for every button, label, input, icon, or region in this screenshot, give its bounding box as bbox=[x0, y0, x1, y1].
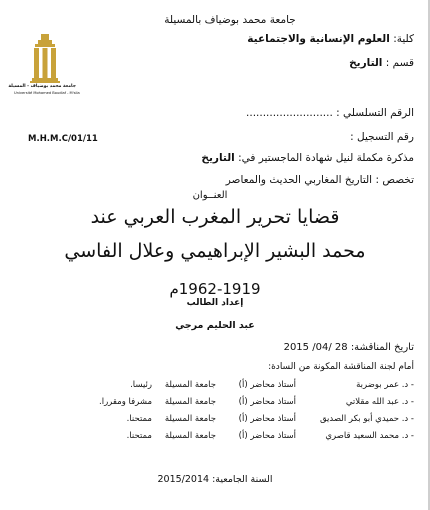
defense-date-value: 28 /04/ 2015 bbox=[283, 342, 348, 353]
academic-year-value: 2015/2014 bbox=[157, 474, 210, 485]
memo-prefix: مذكرة مكملة لنيل شهادة الماجستير في: bbox=[238, 152, 414, 164]
registration-label: رقم التسجيل : bbox=[350, 131, 414, 143]
member-role: مشرفا ومقررا. bbox=[99, 397, 152, 407]
member-name: - د. عبد الله مقلاتي bbox=[345, 397, 414, 407]
specialty-line bbox=[226, 174, 414, 186]
department-value: التاريخ bbox=[349, 57, 383, 69]
specialty-value: التاريخ المغاربي الحديث والمعاصر bbox=[225, 174, 373, 186]
academic-year-line bbox=[120, 474, 310, 485]
logo-caption-en: Université Mohamed Boudiaf - M'sila bbox=[14, 91, 80, 95]
member-name: - د. حميدي أبو بكر الصديق bbox=[319, 414, 414, 424]
committee-row bbox=[14, 397, 414, 411]
university-name: جامعة محمد بوضياف بالمسيلة bbox=[164, 14, 296, 26]
department-label: قسم : bbox=[385, 57, 414, 69]
member-university: جامعة المسيلة bbox=[164, 380, 216, 390]
memo-field: التاريخ bbox=[201, 152, 235, 164]
member-rank: أستاذ محاضر (أ) bbox=[238, 431, 296, 441]
specialty-label: تخصص : bbox=[375, 174, 414, 186]
university-logo bbox=[8, 30, 80, 102]
prepared-by-label: إعداد الطالب bbox=[186, 298, 244, 308]
student-name: عبد الحليم مرجي bbox=[175, 320, 255, 331]
committee-row bbox=[14, 380, 414, 394]
academic-year-label: السنة الجامعية: bbox=[212, 474, 273, 485]
member-university: جامعة المسيلة bbox=[164, 414, 216, 424]
member-university: جامعة المسيلة bbox=[164, 431, 216, 441]
thesis-title-line-1: قضايا تحرير المغرب العربي عند bbox=[90, 206, 340, 228]
serial-number-line bbox=[246, 107, 414, 119]
member-name: - د. عمر بوضربة bbox=[356, 380, 414, 390]
address-label: العنــوان bbox=[192, 190, 228, 201]
committee-row bbox=[14, 431, 414, 445]
committee-intro: أمام لجنة المناقشة المكونة من السادة: bbox=[268, 362, 414, 372]
member-role: رئيسا. bbox=[130, 380, 152, 390]
memo-line bbox=[201, 152, 414, 164]
member-name: - د. محمد السعيد قاصري bbox=[325, 431, 414, 441]
member-rank: أستاذ محاضر (أ) bbox=[238, 380, 296, 390]
committee-row bbox=[14, 414, 414, 428]
defense-date-line bbox=[284, 342, 414, 353]
member-rank: أستاذ محاضر (أ) bbox=[238, 414, 296, 424]
thesis-years: 1962-1919م bbox=[169, 280, 261, 298]
registration-line bbox=[350, 131, 414, 143]
serial-value: .......................... bbox=[246, 107, 333, 119]
serial-label: الرقم التسلسلي : bbox=[336, 107, 414, 119]
faculty-line bbox=[247, 33, 414, 45]
registration-value: M.H.M.C/01/11 bbox=[28, 134, 98, 144]
member-role: ممتحنا. bbox=[126, 431, 152, 441]
logo-caption: جامعة محمد بوضياف - المسيلة bbox=[8, 84, 76, 89]
member-university: جامعة المسيلة bbox=[164, 397, 216, 407]
department-line bbox=[349, 57, 414, 69]
defense-date-label: تاريخ المناقشة: bbox=[350, 342, 414, 353]
faculty-value: العلوم الإنسانية والاجتماعية bbox=[247, 33, 390, 45]
thesis-title-line-2: محمد البشير الإبراهيمي وعلال الفاسي bbox=[64, 240, 366, 262]
faculty-label: كلية: bbox=[393, 33, 414, 45]
member-role: ممتحنا. bbox=[126, 414, 152, 424]
member-rank: أستاذ محاضر (أ) bbox=[238, 397, 296, 407]
